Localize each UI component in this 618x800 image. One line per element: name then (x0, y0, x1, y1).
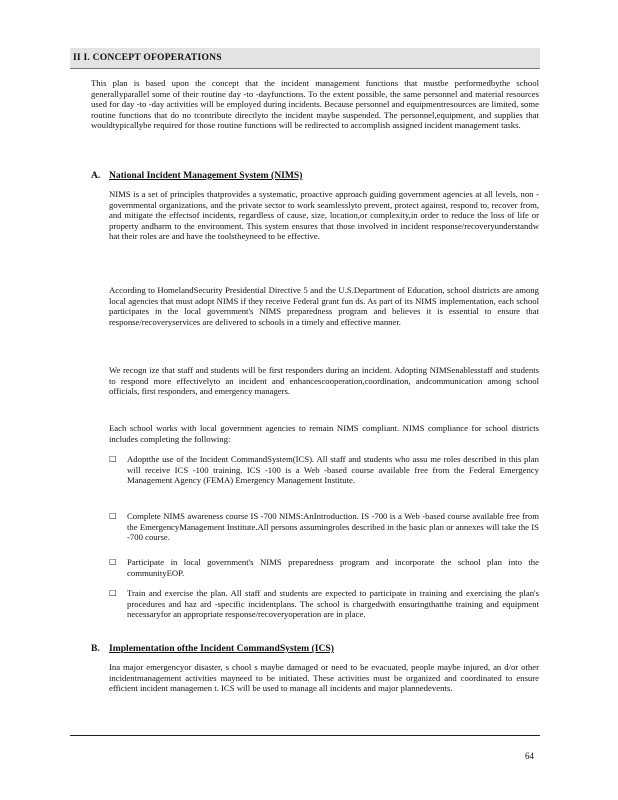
list-item (109, 454, 539, 486)
checkbox-bullet-icon: □ (109, 454, 117, 463)
list-item-text: Train and exercise the plan. All staff and students are expected to participate in training and exercising the plan's procedures and haz ard -specific incidentplans. The school is chargedwith ensuringthatthe training and equipment necessaryfor an appropriate response/recoveryoperation are in place. (127, 588, 539, 620)
footer-divider (70, 735, 540, 736)
page-number: 64 (525, 751, 534, 761)
checkbox-bullet-icon: □ (109, 588, 117, 597)
list-item (109, 588, 539, 620)
checkbox-bullet-icon: □ (109, 511, 117, 520)
section-header-bar (70, 48, 540, 69)
ics-paragraph: Ina major emergencyor disaster, s chool s maybe damaged or need to be evacuated, people maybe injured, an d/or other incidentmanagement activities mayneed to be initiated. These activities must be organized and coordinated to ensure efficient incident managemen t. ICS will be used to manage all incidents and major plannedevents. (109, 662, 539, 694)
subsection-b-heading (91, 644, 531, 655)
nims-paragraph-1: NIMS is a set of principles thatprovides a systematic, proactive approach guiding government agencies at all levels, non -governmental organizations, and the private sector to work seamlesslyto prevent, protect against, respond to, recover from, and mitigate the effectsof incidents, regardless of cause, size, location,or complexity,in order to reduce the loss of life or property andharm to the environment. This system ensures that those involved in incident response/recoveryunderstandw hat their roles are and have the toolstheyneed to be effective. (109, 189, 539, 242)
list-item-text: Participate in local government's NIMS preparedness program and incorporate the school plan into the communityEOP. (127, 557, 539, 578)
list-item-text: Complete NIMS awareness course IS -700 NIMS:AnIntroduction. IS -700 is a Web -based course available free from the EmergencyManagement Institute.All persons assumingroles described in the basic plan or annexes will take the IS -700 course. (127, 511, 539, 543)
subsection-a-letter: A. (91, 170, 101, 181)
list-item (109, 557, 539, 578)
list-item-text: Adoptthe use of the Incident CommandSystem(ICS). All staff and students who assu me roles described in this plan will receive ICS -100 training. ICS -100 is a Web -based course available free from the Federal Emergency Management Agency (FEMA) Emergency Management Institute. (127, 454, 539, 486)
list-item (109, 511, 539, 543)
nims-paragraph-3: We recogn ize that staff and students will be first responders during an incident. Adopting NIMSenablesstaff and students to respond more effectivelyto an incident and enhancescooperation,coordination, andcommunication among school officials, first responders, and emergency managers. (109, 365, 539, 397)
intro-paragraph: This plan is based upon the concept that the incident management functions that mustbe performedbythe school generallyparallel some of their routine day -to -dayfunctions. To the extent possible, the same personnel and material resources used for day -to -day activities will be employed during incidents. Because personnel and equipmentresources are limited, some routine functions that do no tcontribute directlyto the incident maybe suspended. The personnel,equipment, and supplies that wouldtypicallybe required for those routine functions will be redirected to accomplish assigned incident management tasks. (91, 78, 539, 131)
nims-paragraph-4: Each school works with local government agencies to remain NIMS compliant. NIMS compliance for school districts includes completing the following: (109, 423, 539, 444)
subsection-b-title: Implementation ofthe Incident CommandSystem (ICS) (109, 643, 334, 654)
subsection-a-title: National Incident Management System (NIMS) (109, 170, 303, 181)
subsection-b-letter: B. (91, 643, 100, 654)
nims-paragraph-2: According to HomelandSecurity Presidential Directive 5 and the U.S.Department of Education, school districts are among local agencies that must adopt NIMS if they receive Federal grant fun ds. As part of its NIMS implementation, each school participates in the local government's NIMS preparedness program and believes it is essential to ensure that response/recoveryservices are delivered to schools in a timely and effective manner. (109, 285, 539, 327)
subsection-a-heading (91, 171, 531, 182)
checkbox-bullet-icon: □ (109, 557, 117, 566)
section-title: II I. CONCEPT OFOPERATIONS (73, 52, 222, 63)
